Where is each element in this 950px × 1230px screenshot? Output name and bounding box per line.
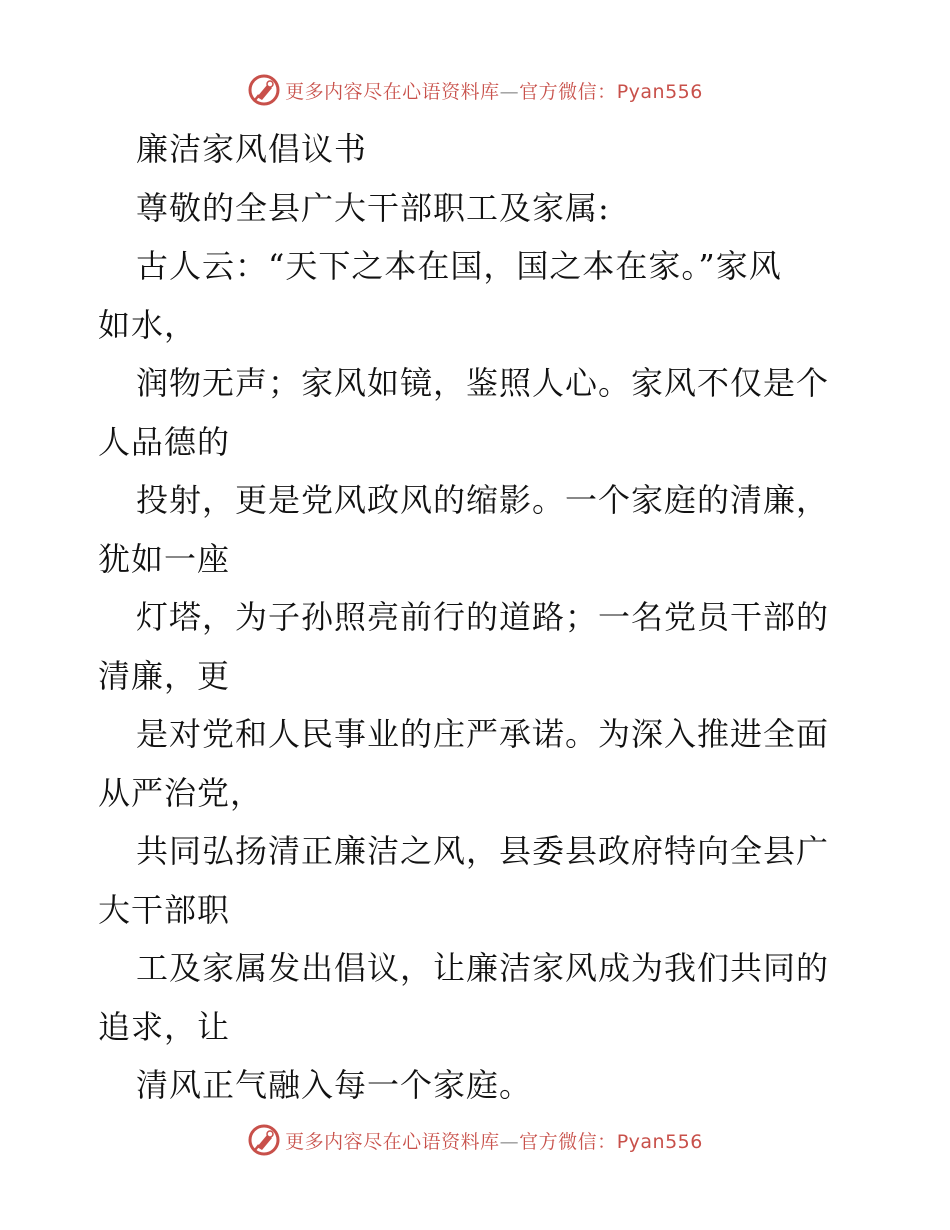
watermark-wechat-id: Pyan556 <box>616 1130 703 1153</box>
paragraph-line: 工及家属发出倡议，让廉洁家风成为我们共同的 <box>136 949 830 987</box>
document-salutation: 尊敬的全县广大干部职工及家属: <box>136 188 610 227</box>
watermark-separator: — <box>499 1130 520 1153</box>
watermark-text <box>285 1127 703 1154</box>
watermark-wechat-id: Pyan556 <box>616 80 703 103</box>
footer-watermark-banner <box>0 1120 950 1160</box>
watermark-text <box>285 77 703 104</box>
paragraph-line: 古人云：“天下之本在国，国之本在家。”家风 <box>136 247 782 285</box>
paragraph-line: 追求，让 <box>98 1007 231 1046</box>
paragraph-line: 大干部职 <box>98 890 231 929</box>
paragraph-line: 是对党和人民事业的庄严承诺。为深入推进全面 <box>136 715 830 753</box>
watermark-wechat-label: 官方微信： <box>519 80 617 103</box>
paragraph-line: 清风正气融入每一个家庭。 <box>136 1066 533 1104</box>
pen-nib-circle-logo-icon <box>247 73 281 107</box>
document-title: 廉洁家风倡议书 <box>136 130 368 168</box>
paragraph-line: 润物无声；家风如镜，鉴照人心。家风不仅是个 <box>136 364 830 402</box>
watermark-site: 更多内容尽在心语资料库 <box>285 1130 500 1153</box>
paragraph-line: 从严治党， <box>98 773 264 812</box>
paragraph-line: 清廉，更 <box>98 656 231 695</box>
watermark-site: 更多内容尽在心语资料库 <box>285 80 500 103</box>
pen-nib-circle-logo-icon <box>247 1123 281 1157</box>
paragraph-line: 投射，更是党风政风的缩影。一个家庭的清廉， <box>136 481 830 519</box>
document-body <box>98 120 858 1115</box>
paragraph-line: 灯塔，为子孙照亮前行的道路；一名党员干部的 <box>136 598 830 636</box>
paragraph-line: 犹如一座 <box>98 539 231 578</box>
paragraph-line: 共同弘扬清正廉洁之风，县委县政府特向全县广 <box>136 832 830 870</box>
paragraph-line: 人品德的 <box>98 422 231 461</box>
watermark-separator: — <box>499 80 520 103</box>
paragraph-line: 如水， <box>98 305 198 344</box>
header-watermark-banner <box>0 70 950 110</box>
watermark-wechat-label: 官方微信： <box>519 1130 617 1153</box>
